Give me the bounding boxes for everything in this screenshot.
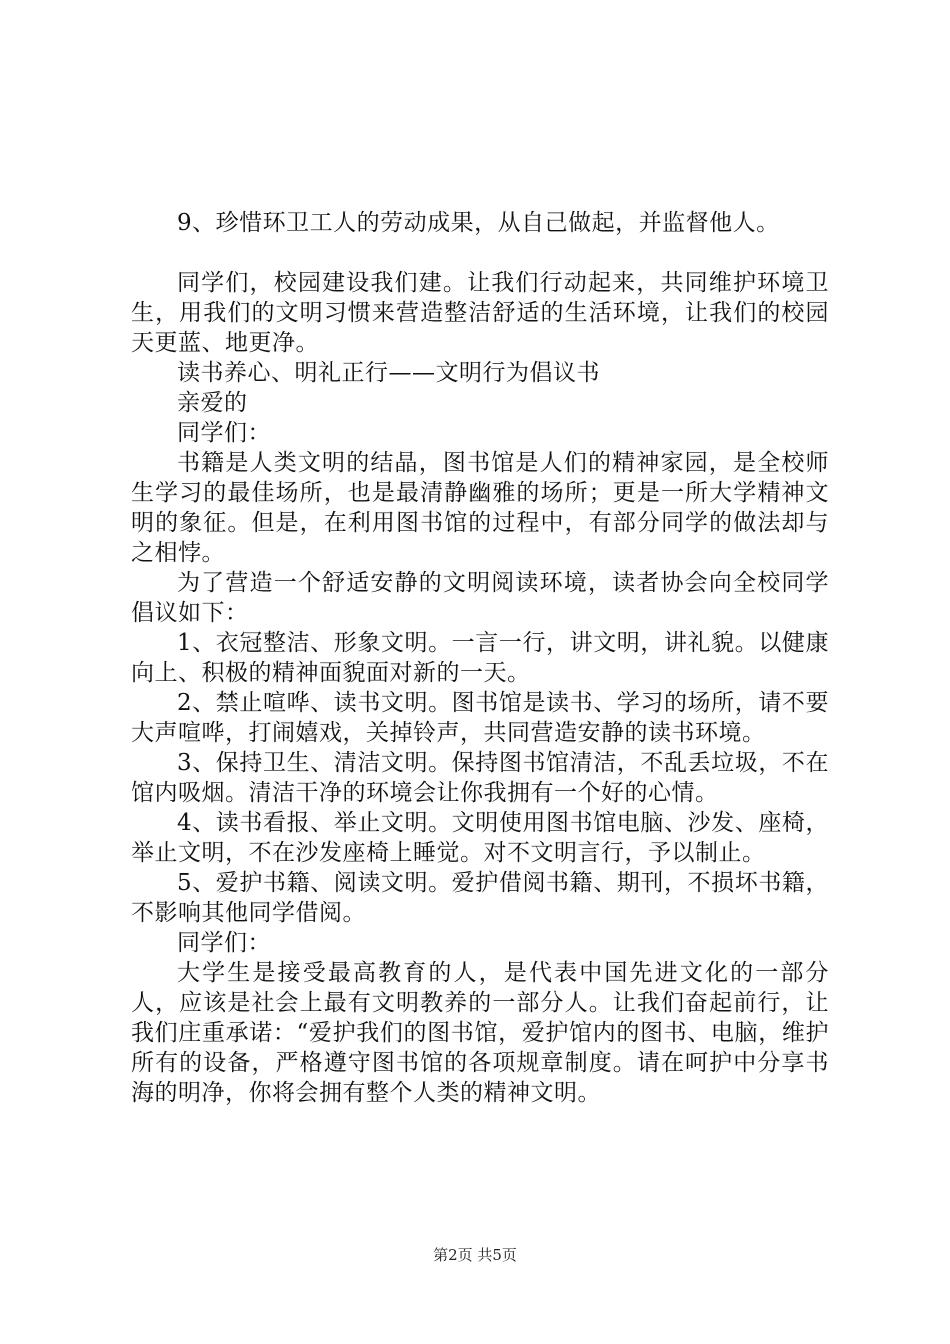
- paragraph-books-intro: 书籍是人类文明的结晶，图书馆是人们的精神家园，是全校师生学习的最佳场所，也是最清静幽雅的场所；更是一所大学精神文明的象征。但是，在利用图书馆的过程中，有部分同学的做法却与之相悖。: [131, 450, 829, 566]
- paragraph-item-3: 3、保持卫生、清洁文明。保持图书馆清洁，不乱丢垃圾，不在馆内吸烟。清洁干净的环境会让你我拥有一个好的心情。: [131, 750, 829, 806]
- paragraph-campus-appeal: 同学们，校园建设我们建。让我们行动起来，共同维护环境卫生，用我们的文明习惯来营造整洁舒适的生活环境，让我们的校园天更蓝、地更净。: [131, 270, 829, 356]
- paragraph-item-9: 9、珍惜环卫工人的劳动成果，从自己做起，并监督他人。: [177, 210, 780, 236]
- paragraph-proposal-intro: 为了营造一个舒适安静的文明阅读环境，读者协会向全校同学倡议如下：: [131, 570, 829, 626]
- salutation-dear: 亲爱的: [177, 390, 248, 416]
- document-body: [131, 268, 829, 1108]
- paragraph-item-2: 2、禁止喧哗、读书文明。图书馆是读书、学习的场所，请不要大声喧哗，打闹嬉戏，关掉铃声，共同营造安静的读书环境。: [131, 690, 829, 746]
- salutation-students: 同学们：: [177, 420, 271, 446]
- paragraph-item-4: 4、读书看报、举止文明。文明使用图书馆电脑、沙发、座椅，举止文明，不在沙发座椅上睡觉。对不文明言行，予以制止。: [131, 810, 829, 866]
- paragraph-item-1: 1、衣冠整洁、形象文明。一言一行，讲文明，讲礼貌。以健康向上、积极的精神面貌面对新的一天。: [131, 630, 829, 686]
- proposal-title: 读书养心、明礼正行——文明行为倡议书: [177, 360, 600, 386]
- salutation-students-closing: 同学们：: [177, 930, 271, 956]
- paragraph-closing-pledge: 大学生是接受最高教育的人，是代表中国先进文化的一部分人，应该是社会上最有文明教养的一部分人。让我们奋起前行，让我们庄重承诺：“爱护我们的图书馆，爱护馆内的图书、电脑，维护所有的设备，严格遵守图书馆的各项规章制度。请在呵护中分享书海的明净，你将会拥有整个人类的精神文明。: [131, 960, 829, 1106]
- paragraph-item-5: 5、爱护书籍、阅读文明。爱护借阅书籍、期刊，不损坏书籍，不影响其他同学借阅。: [131, 870, 829, 926]
- page-footer: 第2页 共5页: [433, 1246, 517, 1264]
